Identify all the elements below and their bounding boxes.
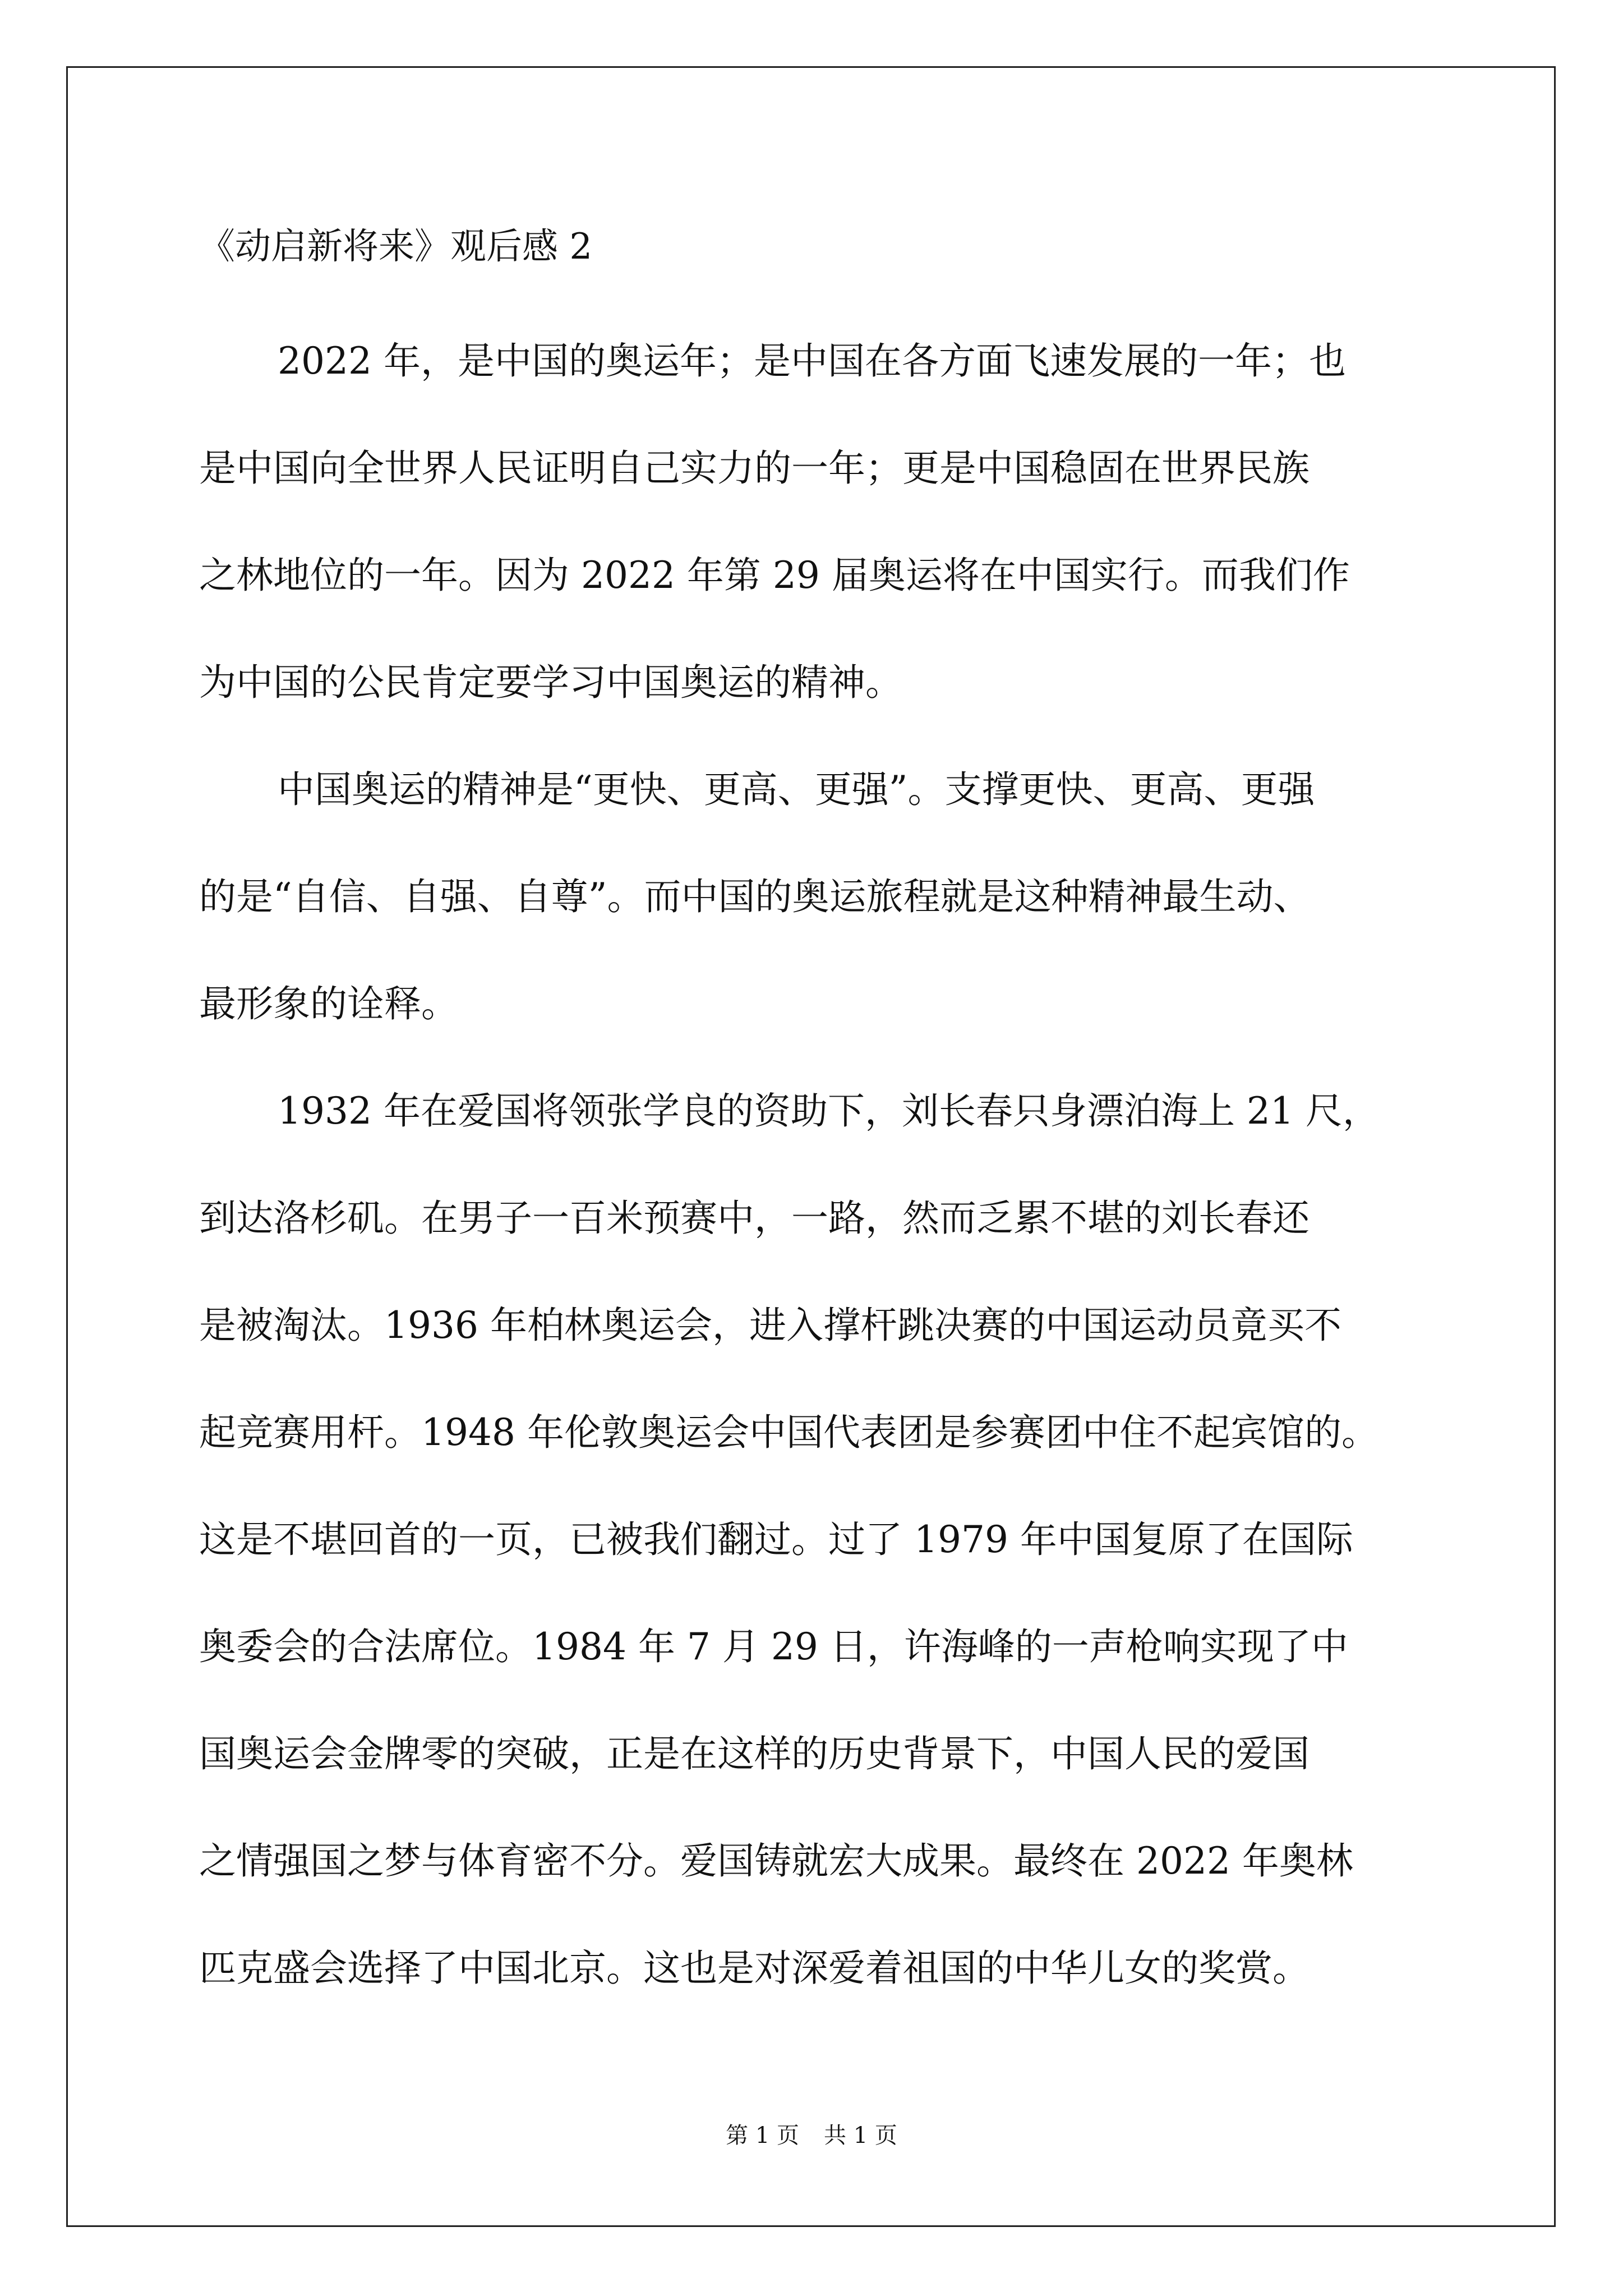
paragraph-2-line-2: 的是“自信、自强、自尊”。而中国的奥运旅程就是这种精神最生动、 (199, 875, 1311, 918)
paragraph-3-line-1: 1932 年在爱国将领张学良的资助下，刘长春只身漂泊海上 21 尺， (278, 1089, 1380, 1133)
paragraph-3-line-3: 是被淘汰。1936 年柏林奥运会，进入撑杆跳决赛的中国运动员竟买不 (199, 1304, 1341, 1347)
paragraph-2-line-1: 中国奥运的精神是“更快、更高、更强”。支撑更快、更高、更强 (278, 768, 1315, 811)
paragraph-2-line-3: 最形象的诠释。 (199, 982, 458, 1025)
paragraph-1-line-4: 为中国的公民肯定要学习中国奥运的精神。 (199, 661, 902, 704)
page-border (66, 66, 1556, 2227)
paragraph-3-line-8: 之情强国之梦与体育密不分。爱国铸就宏大成果。最终在 2022 年奥林 (199, 1839, 1353, 1883)
paragraph-3-line-5: 这是不堪回首的一页，已被我们翻过。过了 1979 年中国复原了在国际 (199, 1518, 1353, 1561)
paragraph-1-line-1: 2022 年，是中国的奥运年；是中国在各方面飞速发展的一年；也 (278, 339, 1346, 383)
document-title: 《动启新将来》观后感 2 (199, 226, 593, 268)
paragraph-3-line-7: 国奥运会金牌零的突破，正是在这样的历史背景下，中国人民的爱国 (199, 1732, 1310, 1775)
page-total: 共 1 页 (824, 2123, 897, 2148)
paragraph-3-line-2: 到达洛杉矶。在男子一百米预赛中，一路，然而乏累不堪的刘长春还 (199, 1197, 1310, 1240)
paragraph-3-line-6: 奥委会的合法席位。1984 年 7 月 29 日，许海峰的一声枪响实现了中 (199, 1625, 1348, 1668)
page-footer (0, 2122, 1623, 2150)
paragraph-1-line-2: 是中国向全世界人民证明自己实力的一年；更是中国稳固在世界民族 (199, 447, 1310, 490)
paragraph-3-line-9: 匹克盛会选择了中国北京。这也是对深爱着祖国的中华儿女的奖赏。 (199, 1947, 1310, 1990)
page-number: 第 1 页 (726, 2123, 799, 2148)
paragraph-1-line-3: 之林地位的一年。因为 2022 年第 29 届奥运将在中国实行。而我们作 (199, 554, 1350, 597)
paragraph-3-line-4: 起竞赛用杆。1948 年伦敦奥运会中国代表团是参赛团中住不起宾馆的。 (199, 1411, 1378, 1454)
